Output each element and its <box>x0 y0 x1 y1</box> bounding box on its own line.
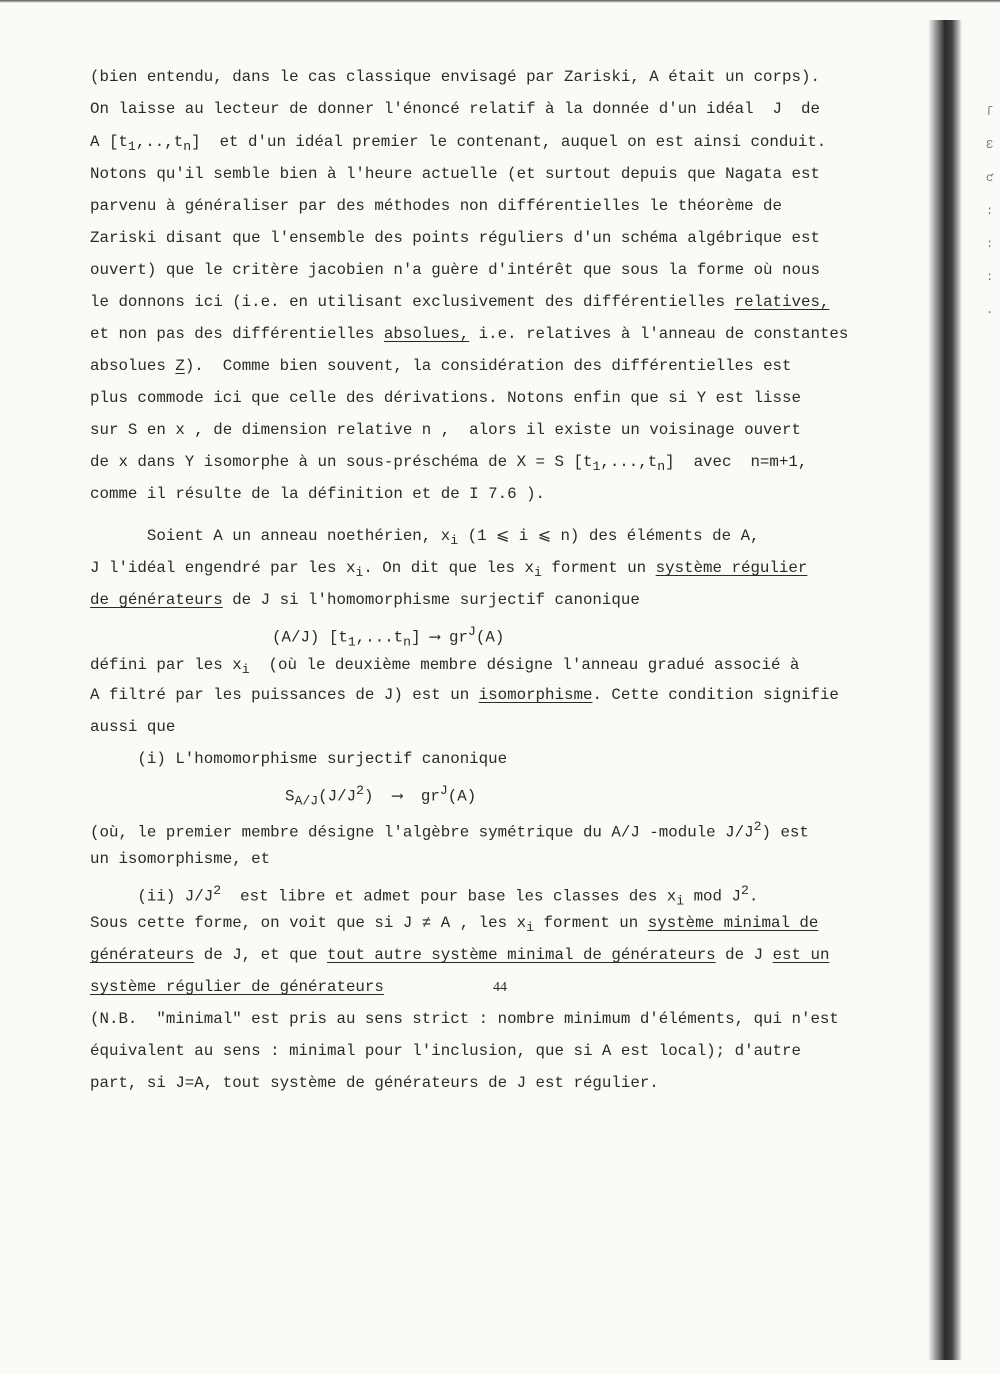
subscript: i <box>450 533 459 549</box>
page-number: 44 <box>493 980 507 995</box>
text-line: part, si J=A, tout système de générateurs de J est régulier. <box>90 1074 659 1092</box>
underlined-term: système minimal de <box>647 914 819 932</box>
text-line <box>90 972 384 1002</box>
text-line: équivalent au sens : minimal pour l'inclusion, que si A est local); d'autre <box>90 1042 801 1060</box>
text-line: Zariski disant que l'ensemble des points réguliers d'un schéma algébrique est <box>90 229 820 247</box>
text-line: comme il résulte de la définition et de I 7.6 ). <box>90 485 546 503</box>
text-line: (ii) $J/J^2$ est libre et admet pour base les classes des $x_i$ mod $J^2$. <box>90 883 759 909</box>
text-line: de générateurs de J si l'homomorphisme surjectif canonique <box>90 591 640 609</box>
subscript: n <box>183 139 192 155</box>
underlined-term: isomorphisme <box>478 686 593 704</box>
text-line: (i) L'homomorphisme surjectif canonique <box>90 750 508 768</box>
underlined-term: de générateurs <box>90 591 223 609</box>
text-line: (bien entendu, dans le cas classique envisagé par Zariski, A était un corps). <box>90 68 820 86</box>
subscript: i <box>533 565 542 581</box>
underlined-term: tout autre système minimal de générateurs <box>327 946 716 964</box>
superscript: 2 <box>356 783 364 798</box>
underlined-term: est un <box>772 946 830 964</box>
subscript: 1 <box>592 459 601 475</box>
text-line: sur S en x , de dimension relative n , alors il existe un voisinage ouvert <box>90 421 801 439</box>
text-line: générateurs de J, et que tout autre système minimal de générateurs de J est un <box>90 946 830 964</box>
text-line: absolues Z). Comme bien souvent, la considération des différentielles est <box>90 357 792 375</box>
superscript: 2 <box>740 883 749 898</box>
underlined-term: système régulier <box>655 559 808 577</box>
text-line: A $[t_1,..,t_n]$ et d'un idéal premier le contenant, auquel on est ainsi conduit. <box>90 133 827 155</box>
text-line: le donnons ici (i.e. en utilisant exclusivement des différentielles relatives, <box>90 293 830 311</box>
superscript: 2 <box>753 819 762 834</box>
subscript: A/J <box>294 793 319 809</box>
display-formula: (A/J) $[t_1,...t_n]$ ⟶ $gr^J(A)$ <box>272 624 505 650</box>
text-line: Notons qu'il semble bien à l'heure actuelle (et surtout depuis que Nagata est <box>90 165 820 183</box>
text-line: Sous cette forme, on voit que si J ≠ A , les $x_i$ forment un système minimal de <box>90 914 819 936</box>
text-line: aussi que <box>90 718 176 736</box>
text-line: et non pas des différentielles absolues, i.e. relatives à l'anneau de constantes <box>90 325 849 343</box>
text-line: un isomorphisme, et <box>90 850 271 868</box>
text-line: A filtré par les puissances de J) est un isomorphisme. Cette condition signifie <box>90 686 839 704</box>
display-formula: $S_{A/J}(J/J^2)$ ⟶ $gr^J(A)$ <box>285 783 477 809</box>
scan-top-edge <box>0 0 1000 3</box>
superscript: J <box>439 783 448 798</box>
subscript: n <box>403 634 412 650</box>
text-line: Soient A un anneau noethérien, $x_i$ (1 ⩽ i ⩽ n) des éléments de A, <box>90 527 760 549</box>
subscript: n <box>657 459 666 475</box>
subscript: i <box>526 920 534 936</box>
subscript: 1 <box>347 634 356 650</box>
underlined-term: Z <box>175 357 185 375</box>
superscript: J <box>467 624 476 639</box>
underlined-term: relatives, <box>734 293 830 311</box>
subscript: i <box>676 893 685 909</box>
subscript: 1 <box>127 139 136 155</box>
text-line: J l'idéal engendré par les $x_i$. On dit que les $x_i$ forment un système régulier <box>90 559 808 581</box>
underlined-term: générateurs <box>90 946 195 964</box>
text-line: (N.B. "minimal" est pris au sens strict : nombre minimum d'éléments, qui n'est <box>90 1010 839 1028</box>
underlined-term: système régulier de générateurs <box>90 978 384 996</box>
text-line: (où, le premier membre désigne l'algèbre symétrique du A/J -module $J/J^2$) est <box>90 819 809 842</box>
subscript: i <box>355 565 364 581</box>
text-line: On laisse au lecteur de donner l'énoncé relatif à la donnée d'un idéal J de <box>90 100 820 118</box>
text-line: parvenu à généraliser par des méthodes non différentielles le théorème de <box>90 197 783 215</box>
text-line: plus commode ici que celle des dérivations. Notons enfin que si Y est lisse <box>90 389 801 407</box>
underlined-term: absolues, <box>383 325 470 343</box>
text-line: de x dans Y isomorphe à un sous-préschéma de X = S $[t_1,...,t_n]$ avec n=m+1, <box>90 453 808 475</box>
scan-margin-characters: ſ Ɛ ƈ : : : . <box>986 105 994 317</box>
scan-binding-shadow <box>928 20 962 1360</box>
text-line: ouvert) que le critère jacobien n'a guère d'intérêt que sous la forme où nous <box>90 261 820 279</box>
text-line: défini par les $x_i$ (où le deuxième membre désigne l'anneau gradué associé à <box>90 656 800 678</box>
superscript: 2 <box>213 883 222 898</box>
subscript: i <box>241 662 250 678</box>
